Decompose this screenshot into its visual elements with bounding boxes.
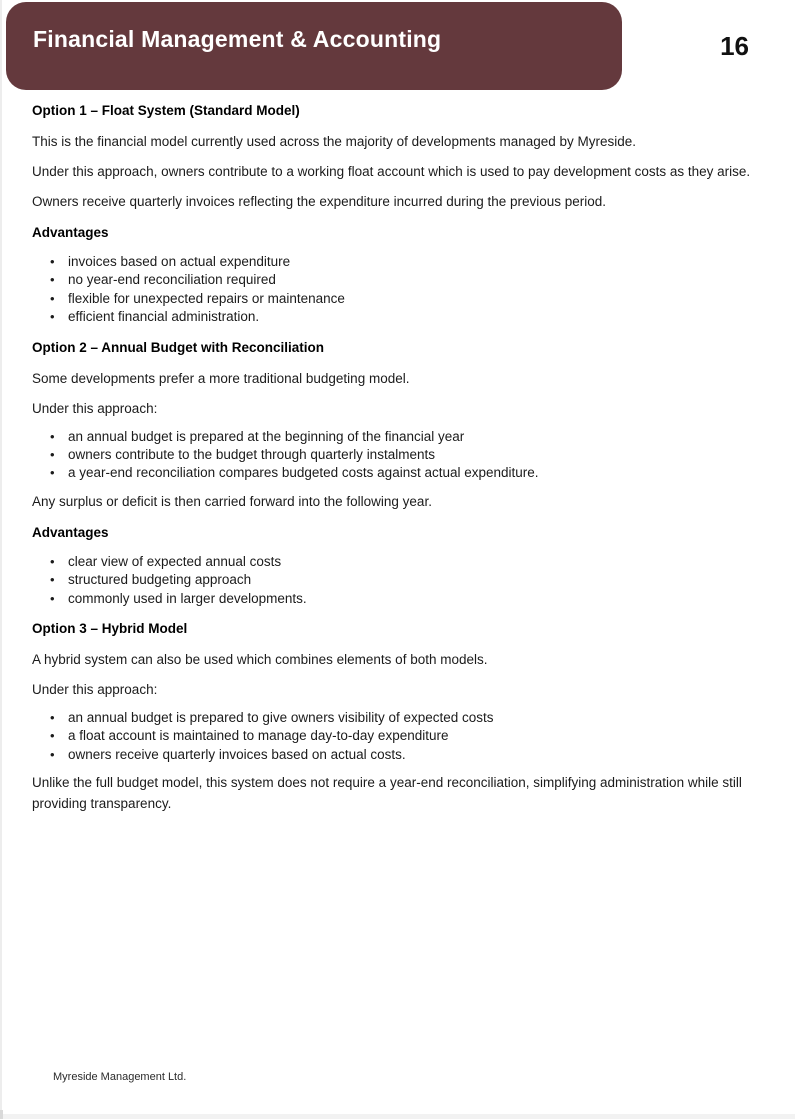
section-heading-option-1: Option 1 – Float System (Standard Model): [32, 103, 300, 118]
list-item: • a float account is maintained to manage day-to-day expenditure: [32, 727, 765, 745]
list-item: • invoices based on actual expenditure: [32, 253, 765, 271]
bullet-list: [32, 553, 765, 608]
section-heading-option-3: Option 3 – Hybrid Model: [32, 621, 188, 637]
paragraph: Any surplus or deficit is then carried forward into the following year.: [32, 493, 432, 509]
list-item: • flexible for unexpected repairs or maintenance: [32, 290, 765, 308]
paragraph: Under this approach:: [32, 682, 158, 698]
footer-company-name: Myreside Management Ltd.: [53, 1071, 187, 1083]
list-item: • owners contribute to the budget through quarterly instalments: [32, 446, 765, 464]
section-heading-option-2: Option 2 – Annual Budget with Reconciliation: [32, 339, 325, 355]
page-bottom-edge: [0, 1114, 795, 1119]
paragraph: Under this approach:: [32, 400, 158, 416]
page-title: Financial Management & Accounting: [33, 26, 442, 52]
paragraph: Owners receive quarterly invoices reflecting the expenditure incurred during the previous period.: [32, 194, 607, 209]
list-item: • a year-end reconciliation compares budgeted costs against actual expenditure.: [32, 464, 765, 482]
bullet-list: [32, 253, 765, 327]
list-item: • an annual budget is prepared to give owners visibility of expected costs: [32, 709, 765, 727]
list-item: • no year-end reconciliation required: [32, 271, 765, 289]
list-item: • efficient financial administration.: [32, 308, 765, 326]
list-item: • owners receive quarterly invoices based on actual costs.: [32, 746, 765, 764]
advantages-heading: Advantages: [32, 225, 109, 240]
list-item: • clear view of expected annual costs: [32, 553, 765, 571]
list-item: • commonly used in larger developments.: [32, 590, 765, 608]
page-corner-nub: [0, 1110, 3, 1119]
page-number: 16: [720, 31, 749, 61]
paragraph: Unlike the full budget model, this system does not require a year-end reconciliation, simplifying administration while still providing transparency.: [32, 775, 742, 812]
paragraph: A hybrid system can also be used which combines elements of both models.: [32, 652, 488, 668]
paragraph: Under this approach, owners contribute to a working float account which is used to pay development costs as they arise.: [32, 164, 751, 179]
paragraph: This is the financial model currently used across the majority of developments managed by Myreside.: [32, 134, 637, 149]
bullet-list: [32, 428, 765, 483]
list-item: • structured budgeting approach: [32, 571, 765, 589]
list-item: • an annual budget is prepared at the beginning of the financial year: [32, 428, 765, 446]
advantages-heading: Advantages: [32, 524, 109, 540]
paragraph: Some developments prefer a more traditional budgeting model.: [32, 370, 410, 386]
bullet-list: [32, 709, 765, 764]
